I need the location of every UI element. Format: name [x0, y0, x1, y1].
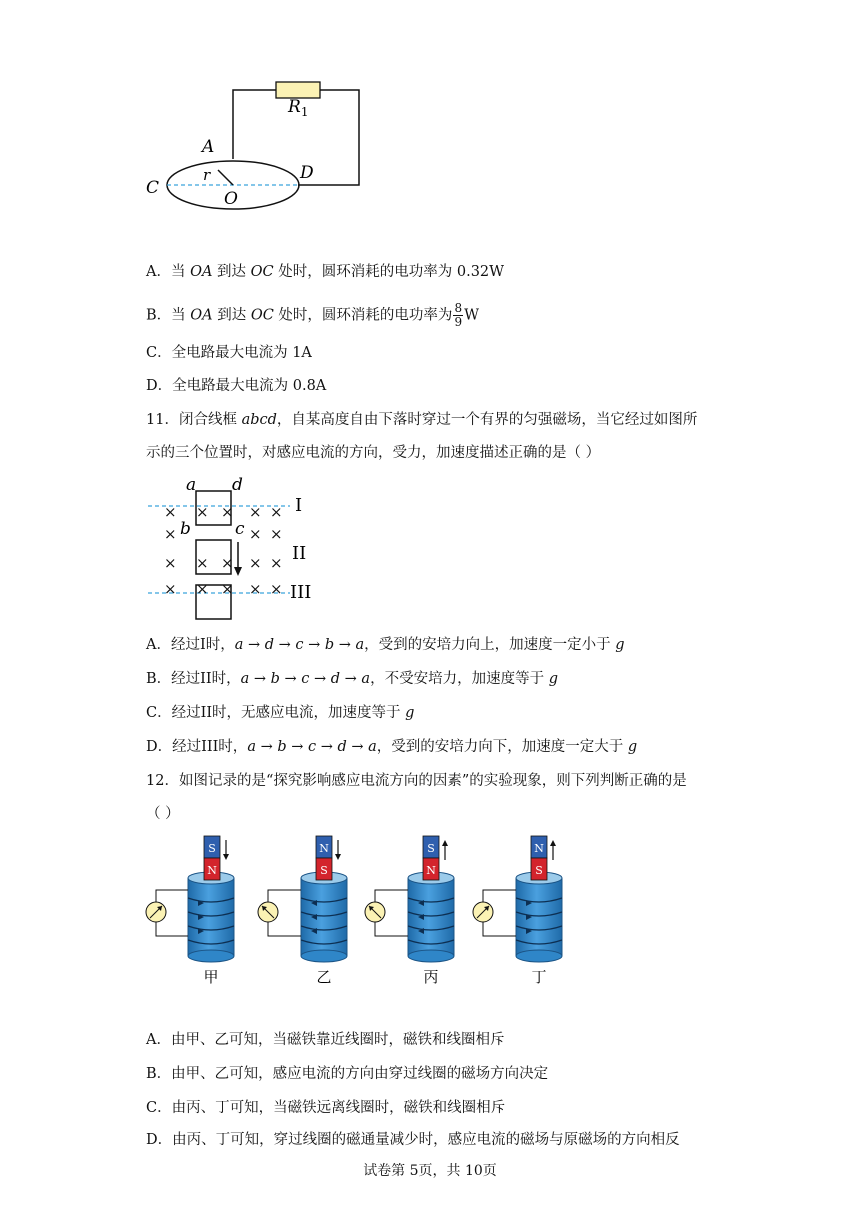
- circuit-figure: [140, 74, 380, 214]
- pole-bottom-label: S: [320, 864, 328, 877]
- svg-text:×: ×: [196, 580, 209, 598]
- down-arrow-icon: [234, 567, 242, 576]
- q11-stem-line2: 示的三个位置时，对感应电流的方向，受力，加速度描述正确的是（ ）: [146, 445, 601, 461]
- panel-label: 乙: [316, 968, 332, 986]
- fraction-8-9: $\frac{8}{9}$: [454, 301, 463, 329]
- page-footer: 试卷第 5页，共 10页: [363, 1163, 497, 1179]
- panel-jia: [146, 836, 234, 986]
- svg-text:×: ×: [221, 503, 234, 521]
- field-crosses: [164, 503, 283, 598]
- rod-oa: [218, 170, 233, 185]
- panel-bing: [365, 836, 454, 986]
- q12-option-c: C．由丙、丁可知，当磁铁远离线圈时，磁铁和线圈相斥: [146, 1100, 506, 1116]
- panel-label: 甲: [203, 968, 219, 986]
- up-arrow-icon: [442, 840, 448, 846]
- q10-option-d: D．全电路最大电流为 0.8A: [146, 378, 327, 394]
- resistor-r1: [276, 82, 320, 98]
- pole-top-label: S: [427, 842, 435, 855]
- svg-text:C: C: [146, 178, 160, 198]
- q12-stem-line1: 12．如图记录的是“探究影响感应电流方向的因素”的实验现象，则下列判断正确的是: [146, 773, 687, 789]
- q11-option-d: D．经过III时，a → b → c → d → a，受到的安培力向下，加速度一定大于 g: [146, 739, 638, 755]
- svg-text:c: c: [235, 519, 245, 539]
- q12-option-d: D．由丙、丁可知，穿过线圈的磁通量减少时，感应电流的磁场与原磁场的方向相反: [146, 1132, 680, 1148]
- svg-text:×: ×: [249, 525, 262, 543]
- panel-label: 丁: [531, 968, 547, 986]
- svg-text:×: ×: [270, 503, 283, 521]
- down-arrow-icon: [335, 854, 341, 860]
- svg-text:×: ×: [270, 554, 283, 572]
- svg-text:×: ×: [249, 580, 262, 598]
- svg-text:×: ×: [249, 503, 262, 521]
- q10-option-c: C．全电路最大电流为 1A: [146, 345, 312, 361]
- svg-text:I: I: [295, 495, 303, 516]
- svg-text:A: A: [202, 137, 215, 157]
- magnet-coil-figure: [140, 830, 570, 990]
- q11-option-b: B．经过II时，a → b → c → d → a，不受安培力，加速度等于 g: [146, 671, 558, 687]
- svg-text:d: d: [232, 475, 243, 495]
- svg-text:×: ×: [164, 580, 177, 598]
- svg-text:×: ×: [221, 554, 234, 572]
- svg-text:×: ×: [270, 525, 283, 543]
- panel-ding: [473, 836, 562, 986]
- svg-text:III: III: [290, 582, 312, 603]
- pole-bottom-label: N: [426, 864, 436, 877]
- down-arrow-icon: [223, 854, 229, 860]
- svg-text:II: II: [292, 543, 307, 564]
- svg-text:×: ×: [164, 554, 177, 572]
- pole-top-label: N: [319, 842, 329, 855]
- svg-text:×: ×: [270, 580, 283, 598]
- pole-top-label: N: [534, 842, 544, 855]
- panel-label: 丙: [423, 968, 439, 986]
- svg-text:O: O: [224, 189, 238, 209]
- magnetic-field-figure: [140, 472, 330, 624]
- pole-top-label: S: [208, 842, 216, 855]
- q11-option-c: C．经过II时，无感应电流，加速度等于 g: [146, 705, 415, 721]
- svg-text:×: ×: [249, 554, 262, 572]
- q12-option-b: B．由甲、乙可知，感应电流的方向由穿过线圈的磁场方向决定: [146, 1066, 549, 1082]
- q11-stem-line1: 11．闭合线框 abcd，自某高度自由下落时穿过一个有界的匀强磁场，当它经过如图所: [146, 412, 698, 428]
- svg-text:×: ×: [164, 503, 177, 521]
- svg-text:a: a: [186, 475, 197, 495]
- q10-option-a: A．当 OA 到达 OC 处时，圆环消耗的电功率为 0.32W: [146, 264, 505, 280]
- svg-text:R1: $R_1$: [288, 97, 309, 119]
- q11-option-a: A．经过I时，a → d → c → b → a，受到的安培力向上，加速度一定小于 g: [146, 637, 625, 653]
- q10-option-b: B．当 OA 到达 OC 处时，圆环消耗的电功率为 $\frac{8}{9}$ W: [146, 301, 479, 329]
- q12-option-a: A．由甲、乙可知，当磁铁靠近线圈时，磁铁和线圈相斥: [146, 1032, 505, 1048]
- q12-stem-line2: （ ）: [146, 806, 180, 822]
- pole-bottom-label: N: [207, 864, 217, 877]
- svg-text:b: b: [180, 519, 191, 539]
- svg-text:×: ×: [196, 554, 209, 572]
- pole-bottom-label: S: [535, 864, 543, 877]
- panel-yi: [258, 836, 347, 986]
- svg-text:D: D: [300, 163, 314, 183]
- svg-text:r: r: [203, 166, 211, 184]
- up-arrow-icon: [550, 840, 556, 846]
- svg-text:×: ×: [221, 580, 234, 598]
- svg-text:×: ×: [196, 503, 209, 521]
- svg-text:×: ×: [164, 525, 177, 543]
